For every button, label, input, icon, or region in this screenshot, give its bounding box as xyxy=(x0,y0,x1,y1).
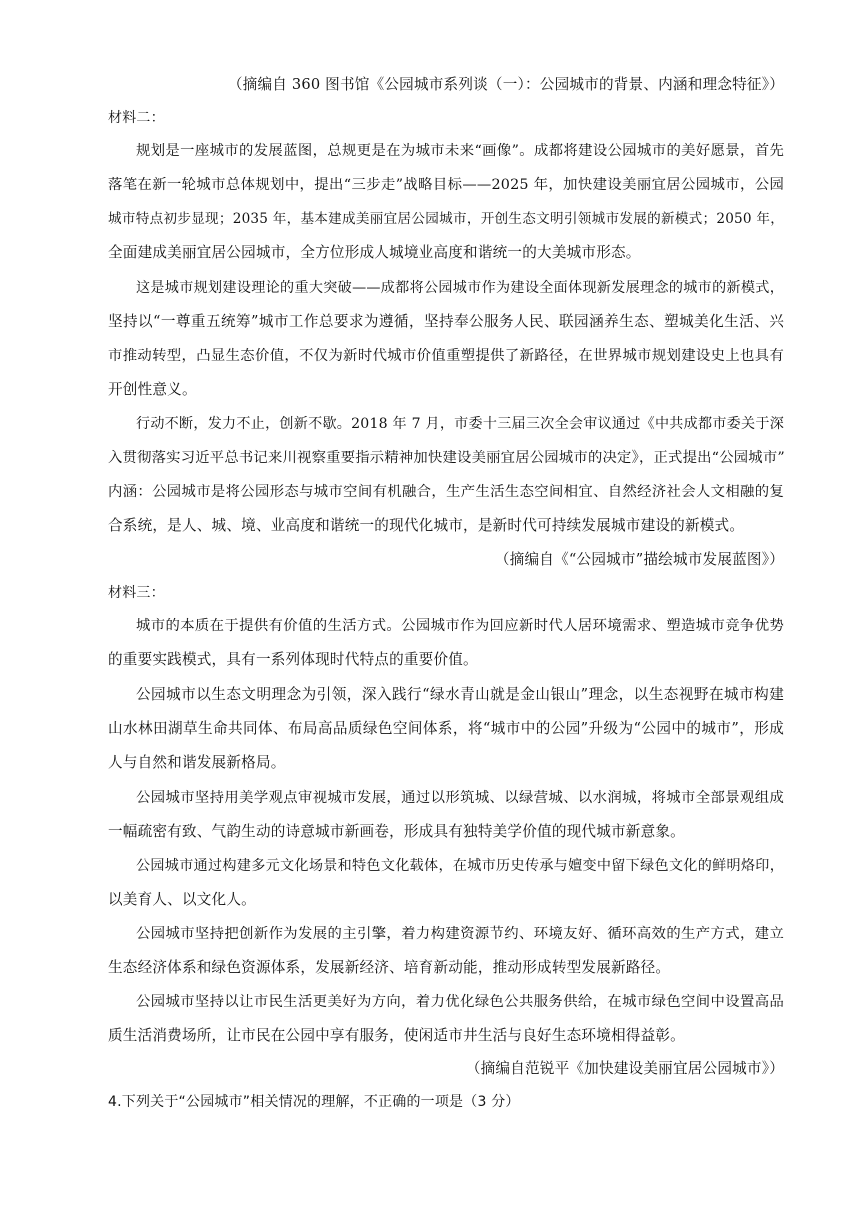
m3-p6-line-2: 质生活消费场所，让市民在公园中享有服务，使闲适市井生活与良好生态环境相得益彰。 xyxy=(108,1027,685,1044)
m2-p2-line-4: 开创性意义。 xyxy=(108,381,197,398)
m3-p2-line-2: 山水林田湖草生命共同体、布局高品质绿色空间体系，将“城市中的公园”升级为“公园中的城市”，形成 xyxy=(108,720,784,737)
m3-p3-line-1: 公园城市坚持用美学观点审视城市发展，通过以形筑城、以绿营城、以水润城，将城市全部景观组成 xyxy=(136,790,784,806)
m3-p2-line-1: 公园城市以生态文明理念为引领，深入践行“绿水青山就是金山银山”理念，以生态视野在城市构建 xyxy=(136,686,784,703)
source-citation-3: （摘编自范锐平《加快建设美丽宜居公园城市》） xyxy=(465,1060,784,1077)
material-3-label: 材料三： xyxy=(108,585,165,601)
m2-p3-line-1: 行动不断，发力不止，创新不歇。2018 年 7 月，市委十三届三次全会审议通过《中共成都市委关于深 xyxy=(136,416,784,432)
m2-p1-line-4: 全面建成美丽宜居公园城市，全方位形成人城境业高度和谐统一的大美城市形态。 xyxy=(108,244,641,261)
m2-p1-line-2: 落笔在新一轮城市总体规划中，提出“三步走”战略目标——2025 年，加快建设美丽宜居公园城市，公园 xyxy=(108,177,784,193)
m3-p1-line-2: 的重要实践模式，具有一系列体现时代特点的重要价值。 xyxy=(108,651,478,668)
m2-p3-line-2: 入贯彻落实习近平总书记来川视察重要指示精神加快建设美丽宜居公园城市的决定》，正式提出“公园城市” xyxy=(108,450,785,466)
material-2-label: 材料二： xyxy=(108,110,165,126)
m3-p6-line-1: 公园城市坚持以让市民生活更美好为方向，着力优化绿色公共服务供给，在城市绿色空间中设置高品 xyxy=(136,994,784,1010)
m2-p3-line-3: 内涵：公园城市是将公园形态与城市空间有机融合，生产生活生态空间相宜、自然经济社会人文相融的复 xyxy=(108,484,784,500)
m3-p5-line-2: 生态经济体系和绿色资源体系，发展新经济、培育新动能，推动形成转型发展新路径。 xyxy=(108,959,671,976)
question-4: 4.下列关于“公园城市”相关情况的理解，不正确的一项是（3 分） xyxy=(108,1094,520,1110)
m3-p4-line-2: 以美育人、以文化人。 xyxy=(108,891,256,908)
m3-p3-line-2: 一幅疏密有致、气韵生动的诗意城市新画卷，形成具有独特美学价值的现代城市新意象。 xyxy=(108,823,685,840)
m2-p1-line-3: 城市特点初步显现；2035 年，基本建成美丽宜居公园城市，开创生态文明引领城市发展的新模式；2050 年， xyxy=(108,211,784,227)
m2-p2-line-1: 这是城市规划建设理论的重大突破——成都将公园城市作为建设全面体现新发展理念的城市的新模式， xyxy=(136,280,784,296)
source-citation-1: （摘编自 360 图书馆《公园城市系列谈（一）：公园城市的背景、内涵和理念特征》） xyxy=(227,76,784,93)
m3-p5-line-1: 公园城市坚持把创新作为发展的主引擎，着力构建资源节约、环境友好、循环高效的生产方式，建立 xyxy=(136,926,784,942)
m2-p3-line-4: 合系统，是人、城、境、业高度和谐统一的现代化城市，是新时代可持续发展城市建设的新模式。 xyxy=(108,517,745,534)
m3-p2-line-3: 人与自然和谐发展新格局。 xyxy=(108,754,286,771)
m3-p1-line-1: 城市的本质在于提供有价值的生活方式。公园城市作为回应新时代人居环境需求、塑造城市竞争优势 xyxy=(136,618,784,634)
m2-p1-line-1: 规划是一座城市的发展蓝图，总规更是在为城市未来“画像”。成都将建设公园城市的美好愿景，首先 xyxy=(136,143,784,159)
source-citation-2: （摘编自《“公园城市”描绘城市发展蓝图》） xyxy=(494,551,784,568)
m3-p4-line-1: 公园城市通过构建多元文化场景和特色文化载体，在城市历史传承与嬗变中留下绿色文化的鲜明烙印， xyxy=(136,858,784,874)
m2-p2-line-3: 市推动转型，凸显生态价值，不仅为新时代城市价值重塑提供了新路径，在世界城市规划建设史上也具有 xyxy=(108,348,784,364)
m2-p2-line-2: 坚持以“一尊重五统筹”城市工作总要求为遵循，坚持奉公服务人民、联园涵养生态、塑城美化生活、兴 xyxy=(108,313,784,330)
